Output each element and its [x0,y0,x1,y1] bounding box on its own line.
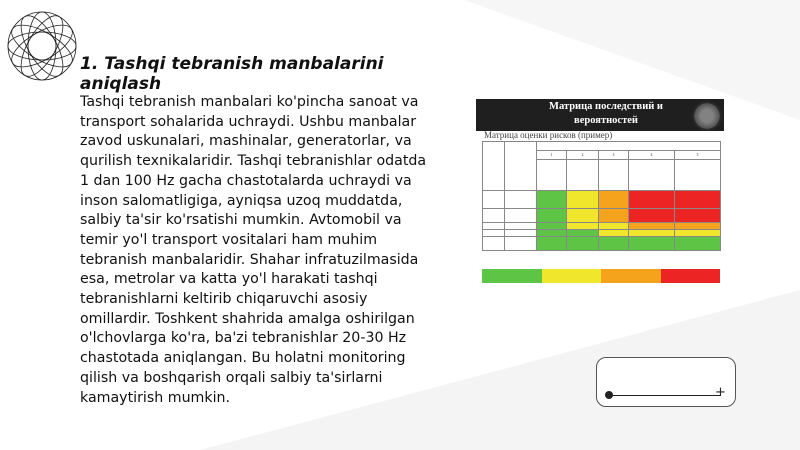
matrix-cell [599,230,629,237]
matrix-cell [675,230,721,237]
matrix-col-number: 2 [567,151,599,160]
matrix-cell [567,223,599,230]
matrix-cell [537,191,567,209]
matrix-subtitle: Матрица оценки рисков (пример) [484,130,613,140]
legend-swatch [542,269,602,283]
matrix-cell [629,223,675,230]
matrix-cell [567,191,599,209]
slider-widget[interactable] [596,357,736,407]
matrix-col-number: 5 [675,151,721,160]
matrix-cell [675,209,721,223]
matrix-cell [567,237,599,251]
matrix-cell [629,191,675,209]
matrix-cell [675,223,721,230]
matrix-grid [482,141,721,251]
slide-body-text: Tashqi tebranish manbalari ko'pincha sanoat va transport sohalarida uchraydi. Ushbu manbalar zavod uskunalari, mashinalar, generatorlar, va qurilish texnikalaridir. Tashqi tebranishlar odatda 1 dan 100 Hz gacha chastotalarda uchraydi va inson salomatligiga, ayniqsa uzoq muddatda, salbiy ta'sir ko'rsatishi mumkin. Avtomobil va temir yo'l transport vositalari ham muhim tebranish manbalaridir. Shahar infratuzilmasida esa, metrolar va katta yo'l harakati tashqi tebranishlarni keltirib chiqaruvchi asosiy omillardir. Toshkent shahrida amalga oshirilgan o'lchovlarga ko'ra, ba'zi tebranishlar 20-30 Hz chastotada aniqlangan. Bu holatni monitoring qilish va boshqarish orqali salbiy ta'sirlarni kamaytirish mumkin. [80,94,427,406]
plus-icon[interactable]: + [715,385,726,400]
matrix-cell [599,191,629,209]
matrix-cell [537,230,567,237]
matrix-title: Матрица последствий и вероятностей [549,101,663,126]
matrix-cell [629,237,675,251]
decorative-logo [6,4,78,88]
matrix-cell [567,209,599,223]
legend-swatch [482,269,542,283]
matrix-cell [537,237,567,251]
gear-icon [692,101,722,131]
matrix-cell [599,209,629,223]
matrix-legend [482,269,720,283]
slider-handle[interactable] [605,391,613,399]
risk-matrix-image [476,99,724,287]
matrix-cell [675,191,721,209]
slider-track [609,395,721,396]
matrix-cell [537,209,567,223]
matrix-col-number: 3 [599,151,629,160]
legend-swatch [601,269,661,283]
legend-swatch [661,269,721,283]
matrix-cell [629,209,675,223]
matrix-cell [675,237,721,251]
matrix-cell [599,237,629,251]
matrix-cell [629,230,675,237]
slide-title: 1. Tashqi tebranish manbalarini aniqlash [80,54,384,94]
matrix-header [476,99,724,131]
matrix-cell [567,230,599,237]
matrix-cell [599,223,629,230]
matrix-col-number: 4 [629,151,675,160]
matrix-col-number: 1 [537,151,567,160]
matrix-cell [537,223,567,230]
